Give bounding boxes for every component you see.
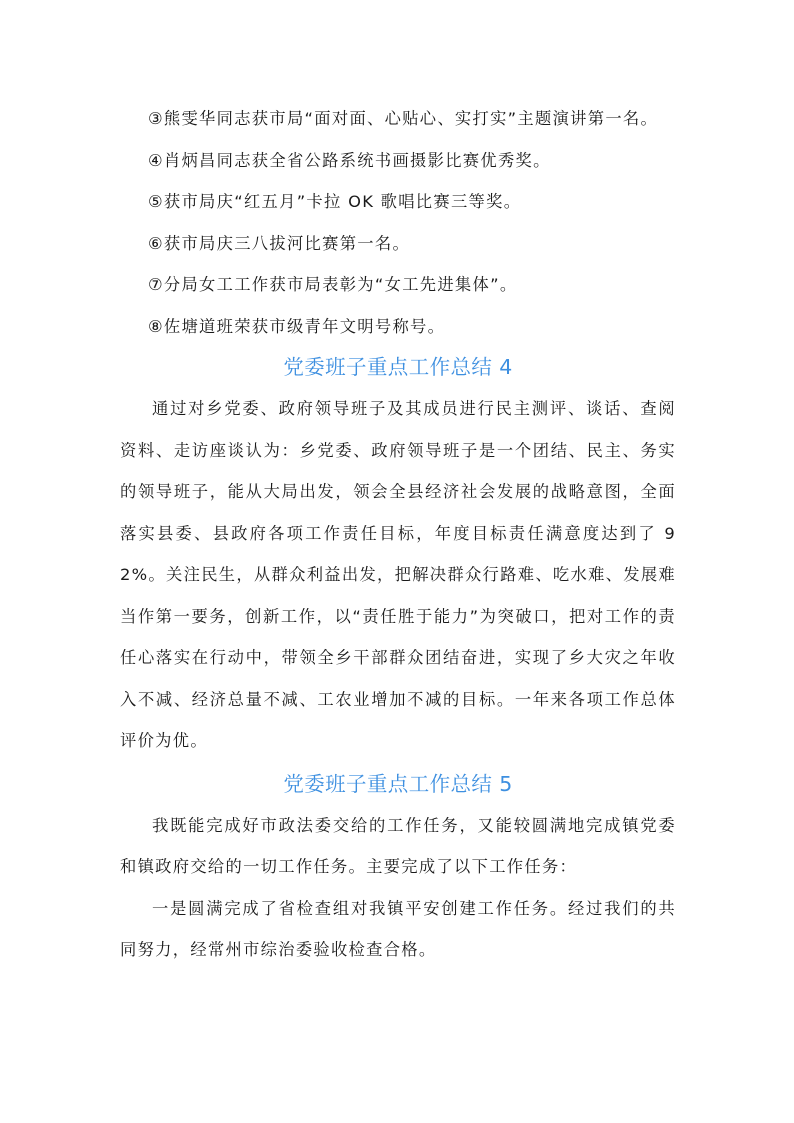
list-item: ⑤获市局庆“红五月”卡拉 OK 歌唱比赛三等奖。 (148, 192, 522, 211)
document-page (120, 98, 676, 971)
section-4-paragraph: 通过对乡党委、政府领导班子及其成员进行民主测评、谈话、查阅资料、走访座谈认为：乡党委、政府领导班子是一个团结、民主、务实的领导班子，能从大局出发，领会全县经济社会发展的战略意图，全面落实县委、县政府各项工作责任目标，年度目标责任满意度达到了 92%。关注民生，从群众利益出发，把解决群众行路难、吃水难、发展难当作第一要务，创新工作，以“责任胜于能力”为突破口，把对工作的责任心落实在行动中，带领全乡干部群众团结奋进，实现了乡大灾之年收入不减、经济总量不减、工农业增加不减的目标。一年来各项工作总体评价为优。 (120, 399, 676, 750)
list-item: ⑦分局女工工作获市局表彰为“女工先进集体”。 (148, 275, 518, 294)
list-item: ⑧佐塘道班荣获市级青年文明号称号。 (148, 316, 446, 336)
section-5-paragraph-1: 我既能完成好市政法委交给的工作任务，又能较圆满地完成镇党委和镇政府交给的一切工作任务。主要完成了以下工作任务： (120, 815, 676, 876)
section-5-paragraph-2: 一是圆满完成了省检查组对我镇平安创建工作任务。经过我们的共同努力，经常州市综治委验收检查合格。 (120, 898, 676, 959)
list-item: ③熊雯华同志获市局“面对面、心贴心、实打实”主题演讲第一名。 (148, 109, 659, 128)
section-5-heading: 党委班子重点工作总结 5 (283, 771, 513, 796)
list-item: ④肖炳昌同志获全省公路系统书画摄影比赛优秀奖。 (148, 150, 551, 170)
award-list (120, 98, 676, 347)
section-4-heading: 党委班子重点工作总结 4 (283, 355, 513, 379)
list-item: ⑥获市局庆三八拔河比赛第一名。 (148, 233, 411, 253)
